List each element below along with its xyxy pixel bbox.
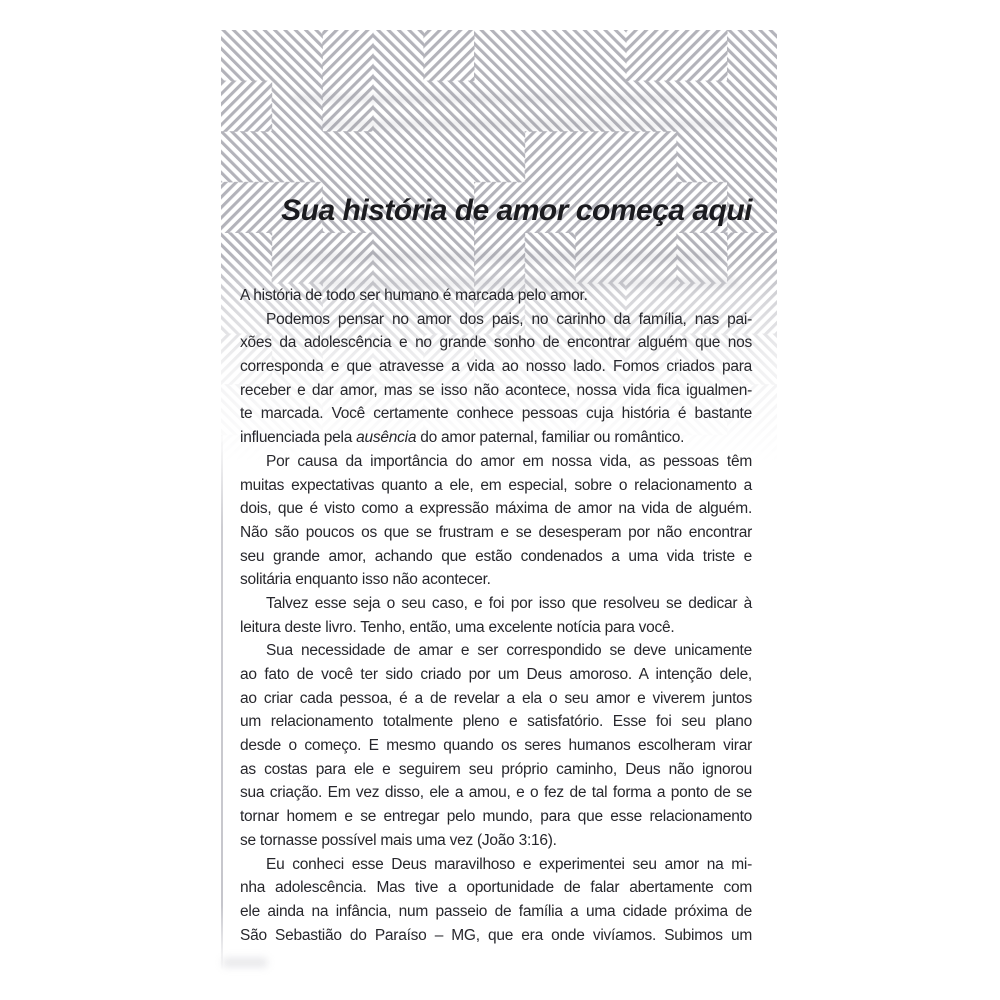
text-line	[240, 474, 752, 498]
body-text	[240, 284, 752, 947]
text-segment: do amor paternal, familiar ou romântico.	[416, 429, 685, 447]
text-line	[240, 805, 752, 829]
text-segment: receber e dar amor, mas se isso não acontece, nossa vida fica igualmen-	[240, 381, 752, 399]
bleed-through-ghost	[293, 94, 681, 103]
text-segment: influenciada pela	[240, 429, 357, 447]
text-segment: muitas expectativas quanto a ele, em especial, sobre o relacionamento a	[240, 476, 752, 494]
text-line	[240, 758, 752, 782]
chapter-title: Sua história de amor começa aqui	[281, 194, 752, 227]
text-segment: Eu conheci esse Deus maravilhoso e experimentei seu amor na mi-	[266, 855, 752, 873]
book-page	[221, 30, 777, 971]
text-line	[240, 497, 752, 521]
text-line	[240, 639, 752, 663]
text-line	[240, 355, 752, 379]
scan-smudge	[223, 958, 267, 967]
text-line	[240, 426, 752, 450]
text-line	[240, 663, 752, 687]
text-segment: ao criar cada pessoa, é a de revelar a ela o seu amor e viverem juntos	[240, 689, 752, 707]
text-segment: corresponda e que atravesse a vida ao nosso lado. Fomos criados para	[240, 358, 752, 376]
text-line	[240, 308, 752, 332]
text-segment: solitária enquanto isso não acontecer.	[240, 571, 491, 589]
text-segment: xões da adolescência e no grande sonho de encontrar alguém que nos	[240, 334, 752, 352]
text-line	[240, 853, 752, 877]
text-segment: as costas para ele e seguirem seu próprio caminho, Deus não ignorou	[240, 760, 752, 778]
text-segment: um relacionamento totalmente pleno e satisfatório. Esse foi seu plano	[240, 713, 752, 731]
text-segment: São Sebastião do Paraíso – MG, que era onde vivíamos. Subimos um	[240, 926, 752, 944]
text-segment: ele ainda na infância, num passeio de família a uma cidade próxima de	[240, 902, 752, 920]
text-segment: desde o começo. E mesmo quando os seres humanos escolheram virar	[240, 737, 752, 755]
bleed-through-ghost	[319, 120, 735, 129]
text-segment: leitura deste livro. Tenho, então, uma excelente notícia para você.	[240, 618, 675, 636]
text-line	[240, 734, 752, 758]
text-line	[240, 592, 752, 616]
text-segment: Por causa da importância do amor em nossa vida, as pessoas têm	[266, 452, 752, 470]
text-line	[240, 876, 752, 900]
text-segment: Não são poucos os que se frustram e se desesperam por não encontrar	[240, 523, 752, 541]
text-line	[240, 284, 752, 308]
text-segment: Talvez esse seja o seu caso, e foi por isso que resolveu se dedicar à	[266, 594, 752, 612]
text-segment: nha adolescência. Mas tive a oportunidade de falar abertamente com	[240, 879, 752, 897]
text-line	[240, 450, 752, 474]
text-segment: tornar homem e se entregar pelo mundo, para que esse relacionamento	[240, 808, 752, 826]
text-line	[240, 402, 752, 426]
text-line	[240, 545, 752, 569]
text-line	[240, 379, 752, 403]
text-line	[240, 924, 752, 948]
text-line	[240, 710, 752, 734]
text-segment: seu grande amor, achando que estão condenados a uma vida triste e	[240, 547, 752, 565]
text-line	[240, 521, 752, 545]
bleed-through-ghost	[279, 252, 723, 262]
text-line	[240, 568, 752, 592]
text-segment: ao fato de você ter sido criado por um Deus amoroso. A intenção dele,	[240, 666, 752, 683]
text-segment: ausência	[356, 429, 417, 447]
text-line	[240, 687, 752, 711]
text-segment: dois, que é visto como a expressão máxima de amor na vida de alguém.	[240, 500, 752, 518]
text-line	[240, 616, 752, 640]
text-segment: te marcada. Você certamente conhece pessoas cuja história é bastante	[240, 405, 752, 423]
text-segment: Sua necessidade de amar e ser correspondido se deve unicamente	[266, 642, 752, 660]
text-segment: A história de todo ser humano é marcada pelo amor.	[240, 287, 588, 304]
text-segment: Podemos pensar no amor dos pais, no carinho da família, nas pai-	[266, 310, 752, 328]
page-edge-shadow	[221, 430, 223, 970]
text-line	[240, 829, 752, 853]
text-line	[240, 900, 752, 924]
text-line	[240, 331, 752, 355]
text-segment: se tornasse possível mais uma vez (João 3:16).	[240, 831, 557, 849]
text-line	[240, 781, 752, 805]
text-segment: sua criação. Em vez disso, ele a amou, e o fez de tal forma a ponto de se	[240, 784, 752, 802]
